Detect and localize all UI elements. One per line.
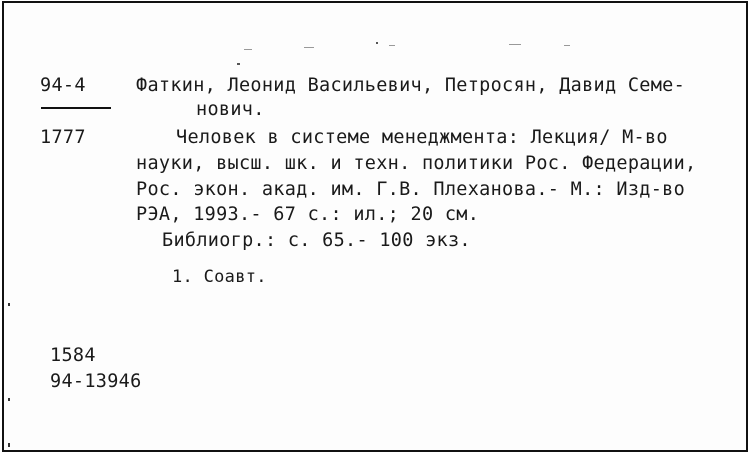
shelf-mark-top: 94-4	[40, 75, 86, 96]
scan-noise	[8, 443, 10, 447]
scan-noise	[244, 49, 252, 50]
catalog-card	[2, 1, 748, 452]
divider-rule	[41, 107, 111, 109]
record-number: 94-13946	[50, 371, 142, 392]
scan-noise	[8, 398, 10, 401]
scan-noise	[304, 47, 314, 48]
bibliography-note: Библиогр.: с. 65.- 100 экз.	[162, 230, 471, 251]
publisher-line: науки, высш. шк. и техн. политики Рос. Федерации,	[136, 153, 697, 174]
title-line: Человек в системе менеджмента: Лекция/ М-во	[176, 127, 668, 148]
scan-noise	[376, 42, 378, 44]
scan-noise	[389, 45, 395, 46]
tracing-note: 1. Соавт.	[172, 267, 267, 287]
publisher-line: Рос. экон. акад. им. Г.В. Плеханова.- М.: Изд-во	[136, 179, 686, 200]
card-number: 1584	[50, 345, 96, 366]
scan-noise	[564, 45, 570, 46]
imprint-line: РЭА, 1993.- 67 с.: ил.; 20 см.	[136, 204, 480, 225]
scan-noise	[8, 303, 10, 306]
scan-noise	[237, 63, 240, 65]
author-line: Фаткин, Леонид Васильевич, Петросян, Давид Семе-	[136, 75, 686, 96]
author-line-continued: нович.	[196, 99, 265, 120]
shelf-mark-bottom: 1777	[40, 127, 86, 148]
scan-noise	[509, 44, 521, 45]
